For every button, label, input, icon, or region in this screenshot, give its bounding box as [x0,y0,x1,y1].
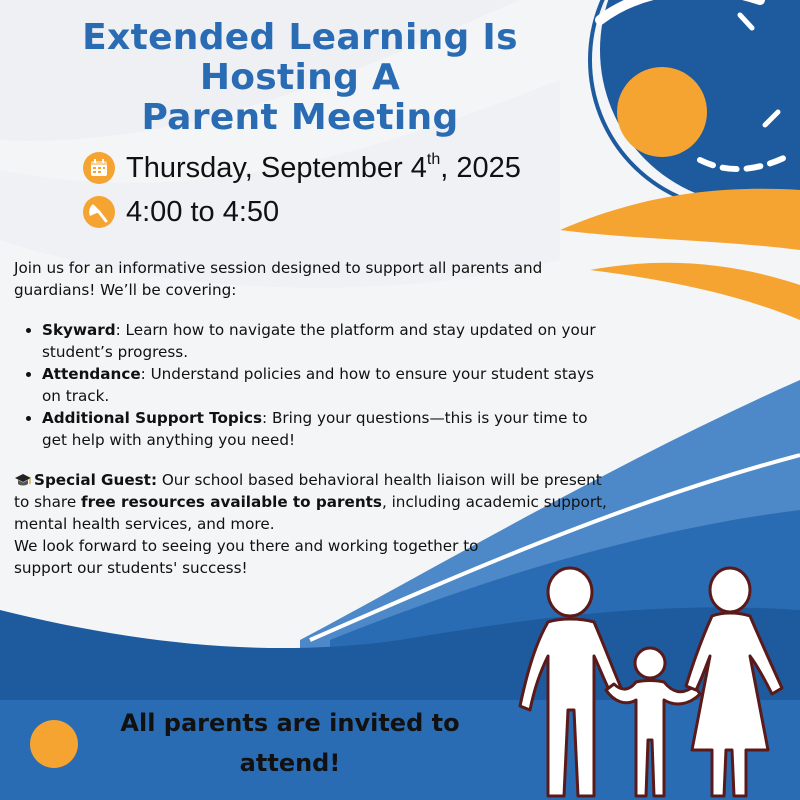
list-item: • Attendance: Understand policies and how to ensure your student stays on track. [42,363,614,407]
list-item: • Skyward: Learn how to navigate the platform and stay updated on your student’s progress. [42,319,614,363]
child-head [635,648,665,678]
topic-list [14,319,614,451]
mother-head [710,568,750,612]
invite-line-2: attend! [239,749,341,777]
orange-circle-top [617,67,707,157]
orange-swoosh-2 [590,263,800,320]
special-guest-text: Special Guest: Our school based behavioral health liaison will be present to share free resources available to parents, including academic support, mental health services, and more. [14,471,607,533]
child-body [606,681,700,797]
title-line-1: Extended Learning Is [82,17,518,58]
title-line-2: Hosting A [199,57,401,98]
father-head [548,568,592,616]
page-title [0,18,600,138]
invite-text [70,703,510,783]
mother-body [686,613,782,796]
orange-swoosh [560,189,800,250]
event-time: 4:00 to 4:50 [126,195,280,228]
event-time-row [82,195,279,229]
closing-text: We look forward to seeing you there and working together to support our students' success! [14,537,479,577]
clock-icon [82,195,116,229]
calendar-icon [82,151,116,185]
invite-line-1: All parents are invited to [120,709,460,737]
graduation-cap-icon [14,473,32,487]
father-body [520,619,622,796]
title-line-3: Parent Meeting [141,97,459,138]
list-item: • Additional Support Topics: Bring your questions—this is your time to get help with anything you need! [42,407,614,451]
family-illustration [510,560,800,800]
body-copy [14,257,614,579]
intro-text: Join us for an informative session designed to support all parents and guardians! We’ll be covering: [14,259,543,299]
event-date: Thursday, September 4th, 2025 [126,150,521,184]
event-date-row [82,151,521,185]
